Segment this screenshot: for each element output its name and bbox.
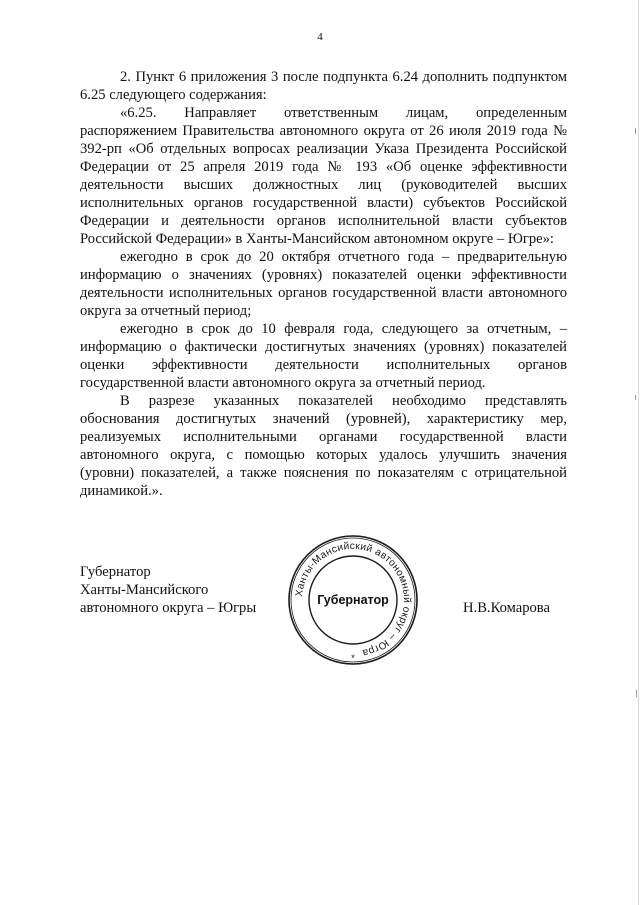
signature-position-line: Ханты-Мансийского (80, 582, 209, 598)
signature-position (80, 563, 256, 617)
seal-star-icon: * (351, 653, 355, 663)
page-number: 4 (317, 31, 323, 43)
paragraph-justification: В разрезе указанных показателей необходимо представлять обоснования достигнутых значений (уровней), характеристику мер, реализуемых исполнительными органами государственной власти автономного округа, с помощью которых удалось улучшить значения (уровни) показателей, а также пояснения по показателям с отрицательной динамикой.». (80, 393, 567, 499)
paragraph-subitem-6-25: «6.25. Направляет ответственным лицам, определенным распоряжением Правительства автономного округа от 26 июля 2019 года № 392-рп «Об отдельных вопросах реализации Указа Президента Российской Федерации от 25 апреля 2019 года № 193 «Об оценке эффективности деятельности высших должностных лиц (руководителей высших исполнительных органов государственной власти) субъектов Российской Федерации и деятельности органов исполнительной власти субъектов Российской Федерации» в Ханты-Мансийском автономном округе – Югре»: (80, 105, 567, 247)
paragraph-october-deadline: ежегодно в срок до 20 октября отчетного года – предварительную информацию о значениях (уровнях) показателей оценки эффективности деятельности исполнительных органов государственной власти автономного округа за отчетный период; (80, 249, 567, 319)
scan-edge-mark (636, 690, 637, 697)
seal-ring-text: Ханты-Мансийский автономный округ – Югра (294, 540, 413, 659)
scan-edge-mark (635, 395, 636, 400)
signer-name: Н.В.Комарова (463, 600, 550, 616)
scan-edge-line (638, 0, 639, 905)
paragraph-february-deadline: ежегодно в срок до 10 февраля года, следующего за отчетным, – информацию о фактически достигнутых значениях (уровнях) показателей оценки эффективности деятельности исполнительных органов государственной власти автономного округа за отчетный период. (80, 321, 567, 391)
signature-position-line: автономного округа – Югры (80, 600, 257, 616)
signature-position-line: Губернатор (80, 564, 151, 580)
paragraph-item-2: 2. Пункт 6 приложения 3 после подпункта 6.24 дополнить подпунктом 6.25 следующего содержания: (80, 69, 567, 103)
scan-edge-mark (635, 128, 636, 134)
document-body (80, 68, 567, 500)
seal-center-text: Губернатор (317, 593, 389, 607)
official-seal (286, 533, 420, 667)
